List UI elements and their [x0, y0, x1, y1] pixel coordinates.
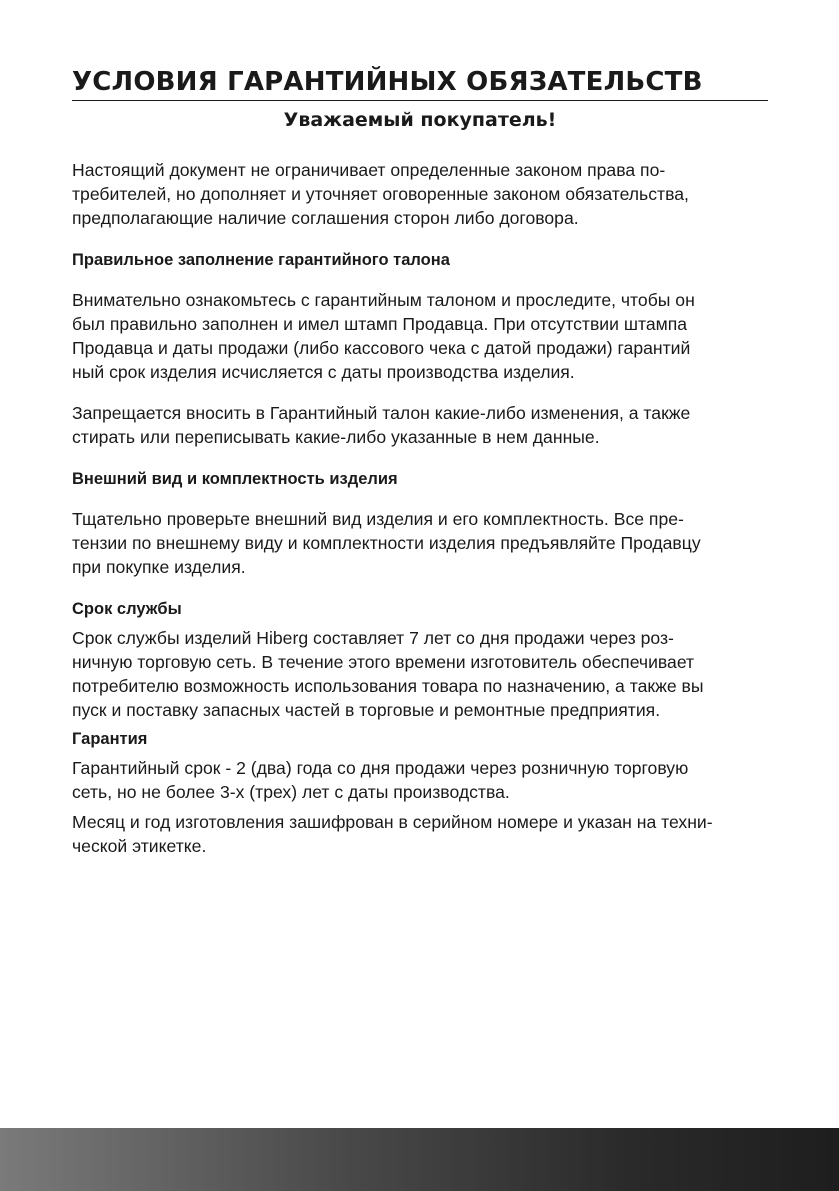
section-filling-paragraph-2: Запрещается вносить в Гарантийный талон какие-либо изменения, а также стирать или переписывать какие-либо указанные в нем данные.: [72, 403, 691, 447]
section-heading-service-life: Срок службы: [72, 600, 182, 618]
section-warranty-paragraph-1: Гарантийный срок - 2 (два) года со дня продажи через розничную торговую сеть, но не более 3-х (трех) лет с даты производства.: [72, 758, 689, 802]
document-subtitle: Уважаемый покупатель!: [283, 109, 557, 131]
section-service-life-paragraph: Срок службы изделий Hiberg составляет 7 лет со дня продажи через роз- ничную торговую сеть. В течение этого времени изготовитель обеспечивает потребителю возможность использования товара по назначению, а также вы пуск и поставку запасных частей в торговые и ремонтные предприятия.: [72, 628, 704, 720]
document-page: [72, 64, 768, 858]
document-title: УСЛОВИЯ ГАРАНТИЙНЫХ ОБЯЗАТЕЛЬСТВ: [72, 64, 768, 101]
section-appearance-paragraph: Тщательно проверьте внешний вид изделия и его комплектность. Все пре- тензии по внешнему виду и комплектности изделия предъявляйте Продавцу при покупке изделия.: [72, 509, 701, 577]
intro-paragraph: Настоящий документ не ограничивает определенные законом права по- требителей, но дополняет и уточняет оговоренные законом обязательства, предполагающие наличие соглашения сторон либо договора.: [72, 160, 689, 228]
section-heading-filling: Правильное заполнение гарантийного талона: [72, 251, 450, 269]
section-heading-warranty: Гарантия: [72, 730, 148, 748]
section-heading-appearance: Внешний вид и комплектность изделия: [72, 470, 398, 488]
section-filling-paragraph-1: Внимательно ознакомьтесь с гарантийным талоном и проследите, чтобы он был правильно заполнен и имел штамп Продавца. При отсутствии штампа Продавца и даты продажи (либо кассового чека с датой продажи) гарантий ный срок изделия исчисляется с даты производства изделия.: [72, 290, 695, 382]
footer-gradient-bar: [0, 1128, 839, 1191]
section-warranty-paragraph-2: Месяц и год изготовления зашифрован в серийном номере и указан на техни- ческой этикетке.: [72, 812, 713, 856]
